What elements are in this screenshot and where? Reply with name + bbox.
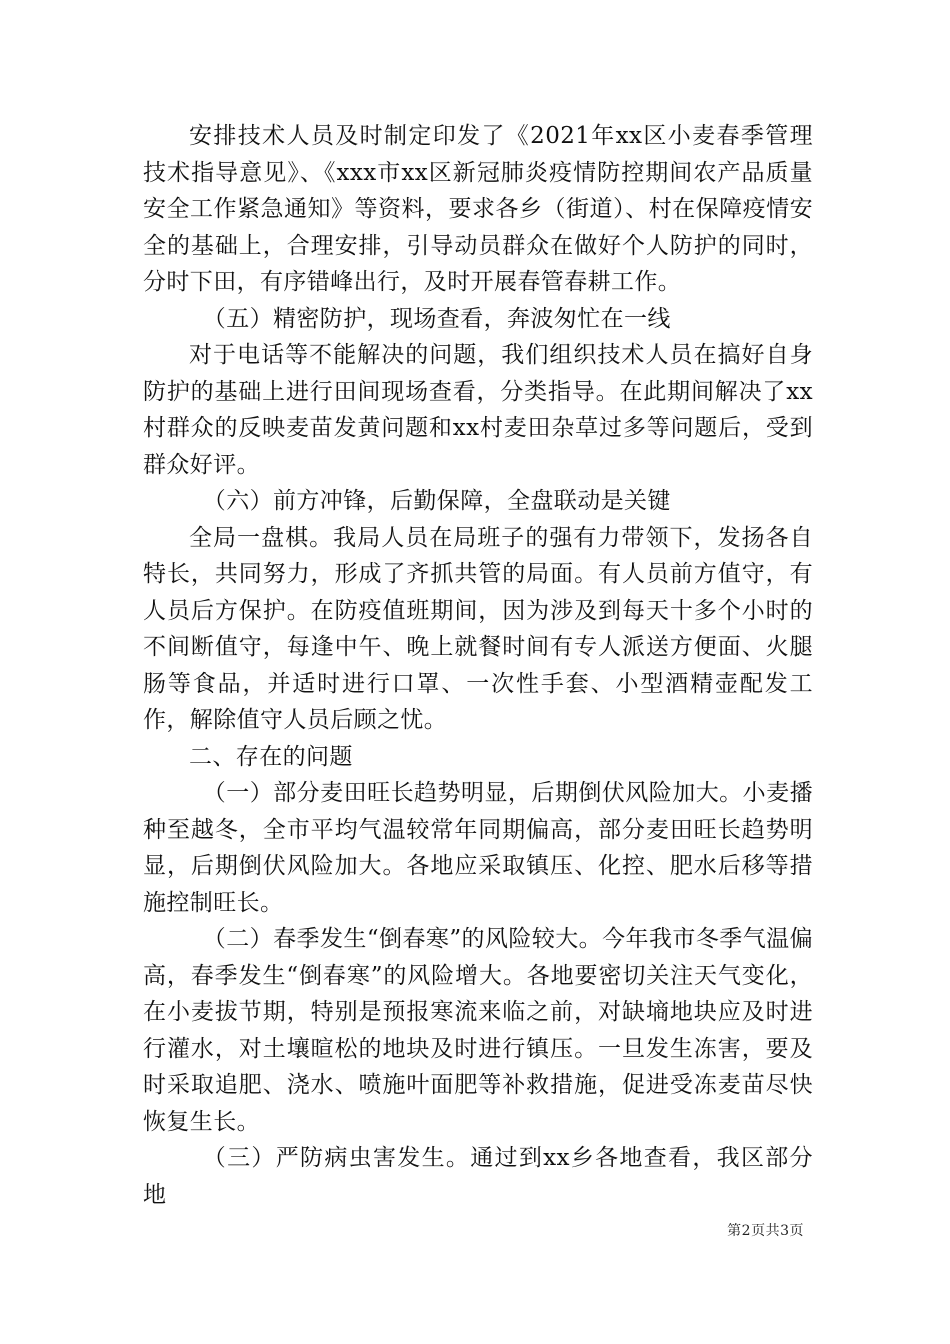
document-body xyxy=(143,118,813,1213)
paragraph-problem-one: （一）部分麦田旺长趋势明显，后期倒伏风险加大。小麦播种至越冬，全市平均气温较常年同期偏高，部分麦田旺长趋势明显，后期倒伏风险加大。各地应采取镇压、化控、肥水后移等措施控制旺长。 xyxy=(143,780,813,916)
paragraph-field-inspection: 对于电话等不能解决的问题，我们组织技术人员在搞好自身防护的基础上进行田间现场查看，分类指导。在此期间解决了xx村群众的反映麦苗发黄问题和xx村麦田杂草过多等问题后，受到群众好评。 xyxy=(143,342,813,478)
section-heading-six: （六）前方冲锋，后勤保障，全盘联动是关键 xyxy=(202,488,671,514)
page-number-footer: 第2页共3页 xyxy=(727,1223,804,1239)
paragraph-problem-two: （二）春季发生“倒春寒”的风险较大。今年我市冬季气温偏高，春季发生“倒春寒”的风险增大。各地要密切关注天气变化，在小麦拔节期，特别是预报寒流来临之前，对缺墒地块应及时进行灌水，对土壤暄松的地块及时进行镇压。一旦发生冻害，要及时采取追肥、浇水、喷施叶面肥等补救措施，促进受冻麦苗尽快恢复生长。 xyxy=(143,926,813,1135)
paragraph-intro: 安排技术人员及时制定印发了《2021年xx区小麦春季管理技术指导意见》、《xxx市xx区新冠肺炎疫情防控期间农产品质量安全工作紧急通知》等资料，要求各乡（街道）、村在保障疫情安全的基础上，合理安排，引导动员群众在做好个人防护的同时，分时下田，有序错峰出行，及时开展春管春耕工作。 xyxy=(143,123,813,295)
section-heading-five: （五）精密防护，现场查看，奔波匆忙在一线 xyxy=(202,305,671,332)
paragraph-logistics: 全局一盘棋。我局人员在局班子的强有力带领下，发扬各自特长，共同努力，形成了齐抓共管的局面。有人员前方值守，有人员后方保护。在防疫值班期间，因为涉及到每天十多个小时的不间断值守，每逢中午、晚上就餐时间有专人派送方便面、火腿肠等食品，并适时进行口罩、一次性手套、小型酒精壶配发工作，解除值守人员后顾之忧。 xyxy=(143,524,813,733)
paragraph-problem-three: （三）严防病虫害发生。通过到xx乡各地查看，我区部分地 xyxy=(143,1145,813,1208)
section-heading-problems: 二、存在的问题 xyxy=(189,743,353,770)
